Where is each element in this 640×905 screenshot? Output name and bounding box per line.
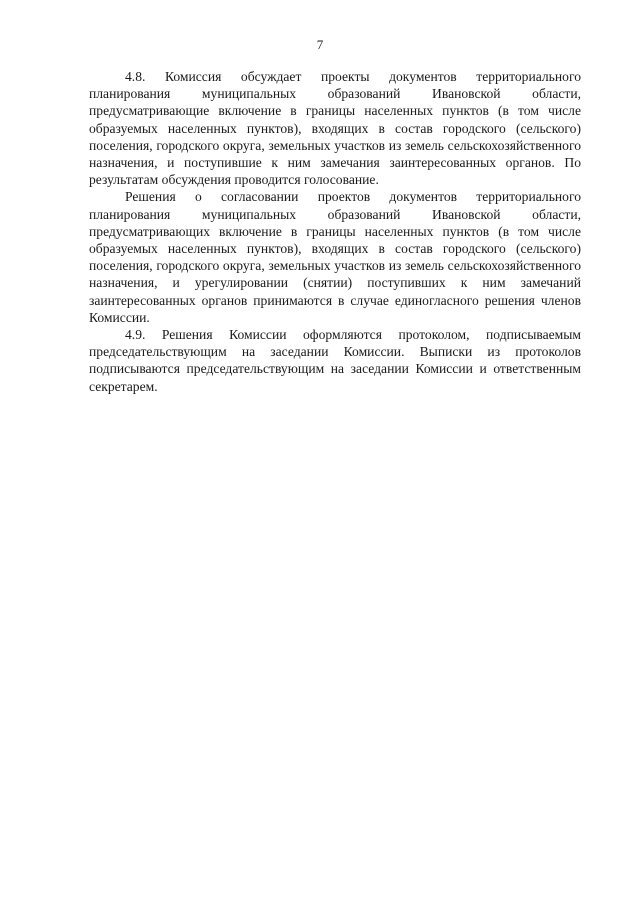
paragraph-4-8: 4.8. Комиссия обсуждает проекты документов территориального планирования муниципальных образований Ивановской области, предусматривающие включение в границы населенных пунктов (в том числе образуемых населенных пунктов), входящих в состав городского (сельского) поселения, городского округа, земельных участков из земель сельскохозяйственного назначения, и поступившие к ним замечания заинтересованных органов. По результатам обсуждения проводится голосование. (89, 69, 581, 188)
page-number: 7 (316, 37, 324, 52)
document-body (89, 68, 581, 395)
paragraph-decisions-approval: Решения о согласовании проектов документов территориального планирования муниципальных образований Ивановской области, предусматривающих включение в границы населенных пунктов (в том числе образуемых населенных пунктов), входящих в состав городского (сельского) поселения, городского округа, земельных участков из земель сельскохозяйственного назначения, и урегулировании (снятии) поступивших к ним замечаний заинтересованных органов принимаются в случае единогласного решения членов Комиссии. (89, 189, 581, 325)
paragraph-4-9: 4.9. Решения Комиссии оформляются протоколом, подписываемым председательствующим на заседании Комиссии. Выписки из протоколов подписываются председательствующим на заседании Комиссии и ответственным секретарем. (89, 327, 581, 394)
